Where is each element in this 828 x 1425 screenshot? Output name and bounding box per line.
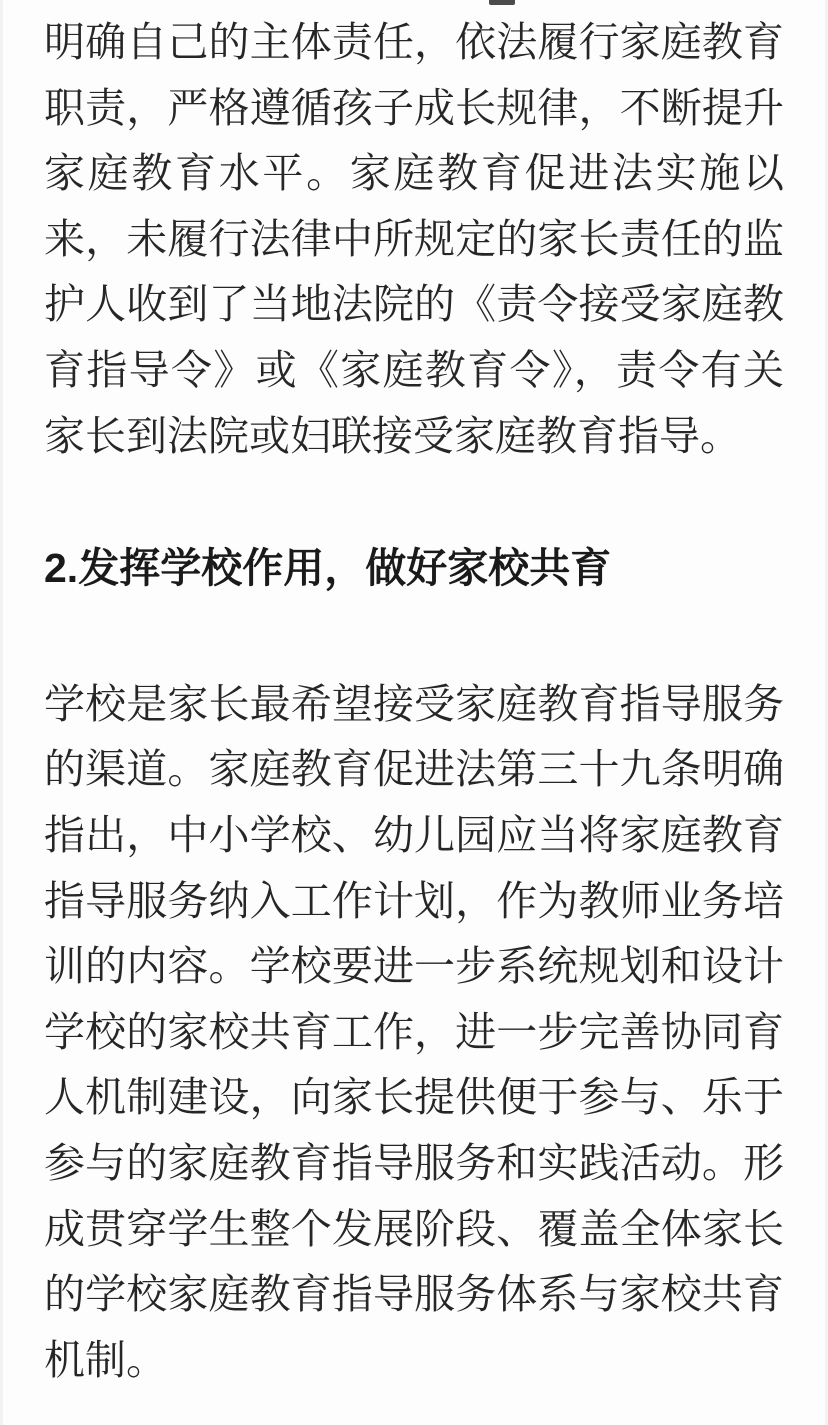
section-heading-school-role: 2.发挥学校作用，做好家校共育 [44,545,612,592]
paragraph-school-guidance: 学校是家长最希望接受家庭教育指导服务的渠道。家庭教育促进法第三十九条明确指出，中小学校、幼儿园应当将家庭教育指导服务纳入工作计划，作为教师业务培训的内容。学校要进一步系统规划和设计学校的家校共育工作，进一步完善协同育人机制建设，向家长提供便于参与、乐于参与的家庭教育指导服务和实践活动。形成贯穿学生整个发展阶段、覆盖全体家长的学校家庭教育指导服务体系与家校共育机制。 [44,680,784,1383]
paragraph-family-responsibility: 明确自己的主体责任，依法履行家庭教育职责，严格遵循孩子成长规律，不断提升家庭教育水平。家庭教育促进法实施以来，未履行法律中所规定的家长责任的监护人收到了当地法院的《责令接受家庭教育指导令》或《家庭教育令》，责令有关家长到法院或妇联接受家庭教育指导。 [44,19,784,459]
